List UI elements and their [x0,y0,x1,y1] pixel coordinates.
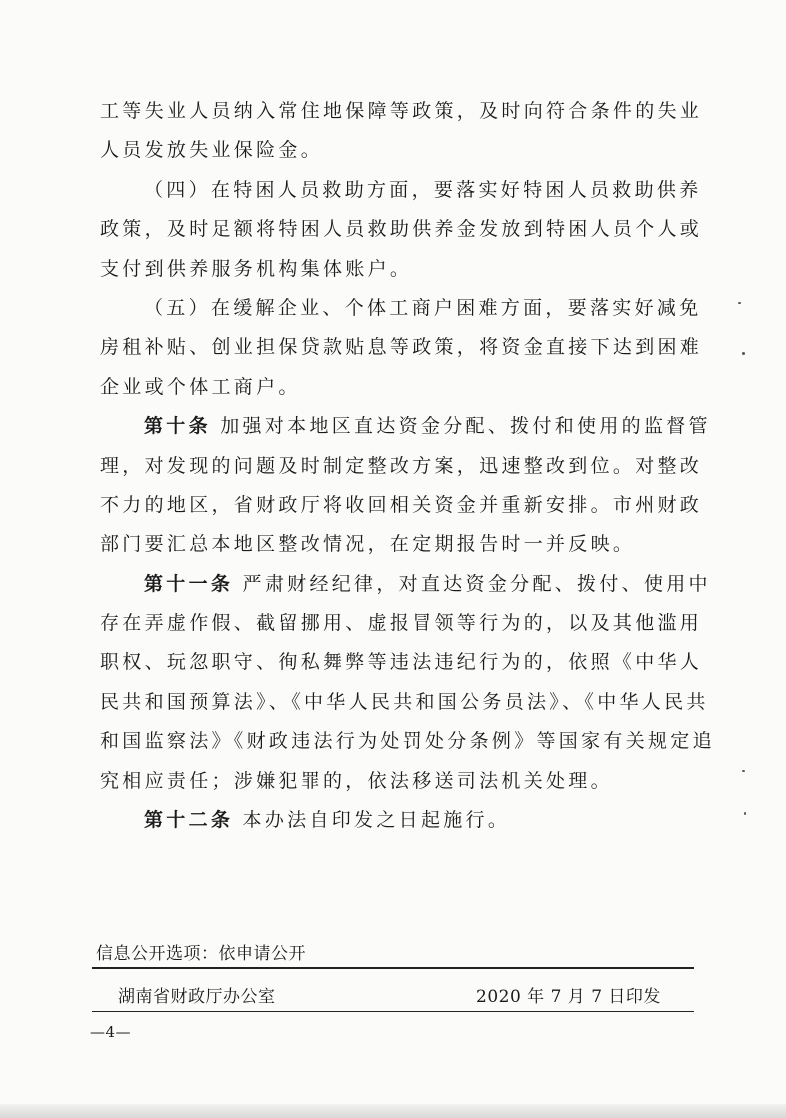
article-heading: 第十一条 [144,572,234,595]
text-line: 政策，及时足额将特困人员救助供养金发放到特困人员个人或 [100,218,703,241]
text-line: 本办法自印发之日起施行。 [242,809,511,832]
text-line: 人员发放失业保险金。 [100,139,324,162]
page-number: —4— [90,1023,132,1041]
document-body [100,92,715,840]
text-line: 理，对发现的问题及时制定整改方案，迅速整改到位。对整改 [100,454,703,477]
scan-edge [0,1104,786,1118]
text-line: 职权、玩忽职守、徇私舞弊等违法违纪行为的，依照《中华人 [100,651,703,674]
text-line: 民共和国预算法》、《中华人民共和国公务员法》、《中华人民共 [100,690,709,713]
text-line: 和国监察法》《财政违法行为处罚处分条例》等国家有关规定追 [100,730,715,753]
text-line: 加强对本地区直达资金分配、拨付和使用的监督管 [220,415,711,438]
text-line: 不力的地区，省财政厅将收回相关资金并重新安排。市州财政 [100,493,703,516]
text-line: 工等失业人员纳入常住地保障等政策，及时向符合条件的失业 [100,100,703,122]
article-heading: 第十二条 [144,809,234,832]
text-line: 企业或个体工商户。 [100,375,301,398]
issue-date: 2020 年 7 月 7 日印发 [476,987,661,1007]
article-12 [100,801,694,840]
text-line: （五）在缓解企业、个体工商户困难方面，要落实好减免 [144,296,702,319]
scan-speck [744,812,746,815]
text-line: 究相应责任；涉嫌犯罪的，依法移送司法机关处理。 [100,769,613,792]
article-10 [100,407,711,446]
scan-speck [742,770,745,772]
text-line: 支付到供养服务机构集体账户。 [100,257,413,280]
scan-speck [742,352,745,355]
text-line: 存在弄虚作假、截留挪用、虚报冒领等行为的，以及其他滥用 [100,612,703,635]
scan-speck [738,302,741,304]
text-line: 部门要汇总本地区整改情况，在定期报告时一并反映。 [100,533,636,556]
footer-rule-bottom [92,1011,694,1012]
article-heading: 第十条 [144,415,211,438]
footer-rule-top [92,967,694,969]
text-line: 严肃财经纪律，对直达资金分配、拨付、使用中 [242,572,711,595]
text-line: （四）在特困人员救助方面，要落实好特困人员救助供养 [144,178,702,201]
issuer-name: 湖南省财政厅办公室 [118,987,276,1007]
disclosure-option: 信息公开选项：依申请公开 [96,944,306,964]
article-11 [100,565,711,604]
text-line: 房租补贴、创业担保贷款贴息等政策，将资金直接下达到困难 [100,336,703,359]
